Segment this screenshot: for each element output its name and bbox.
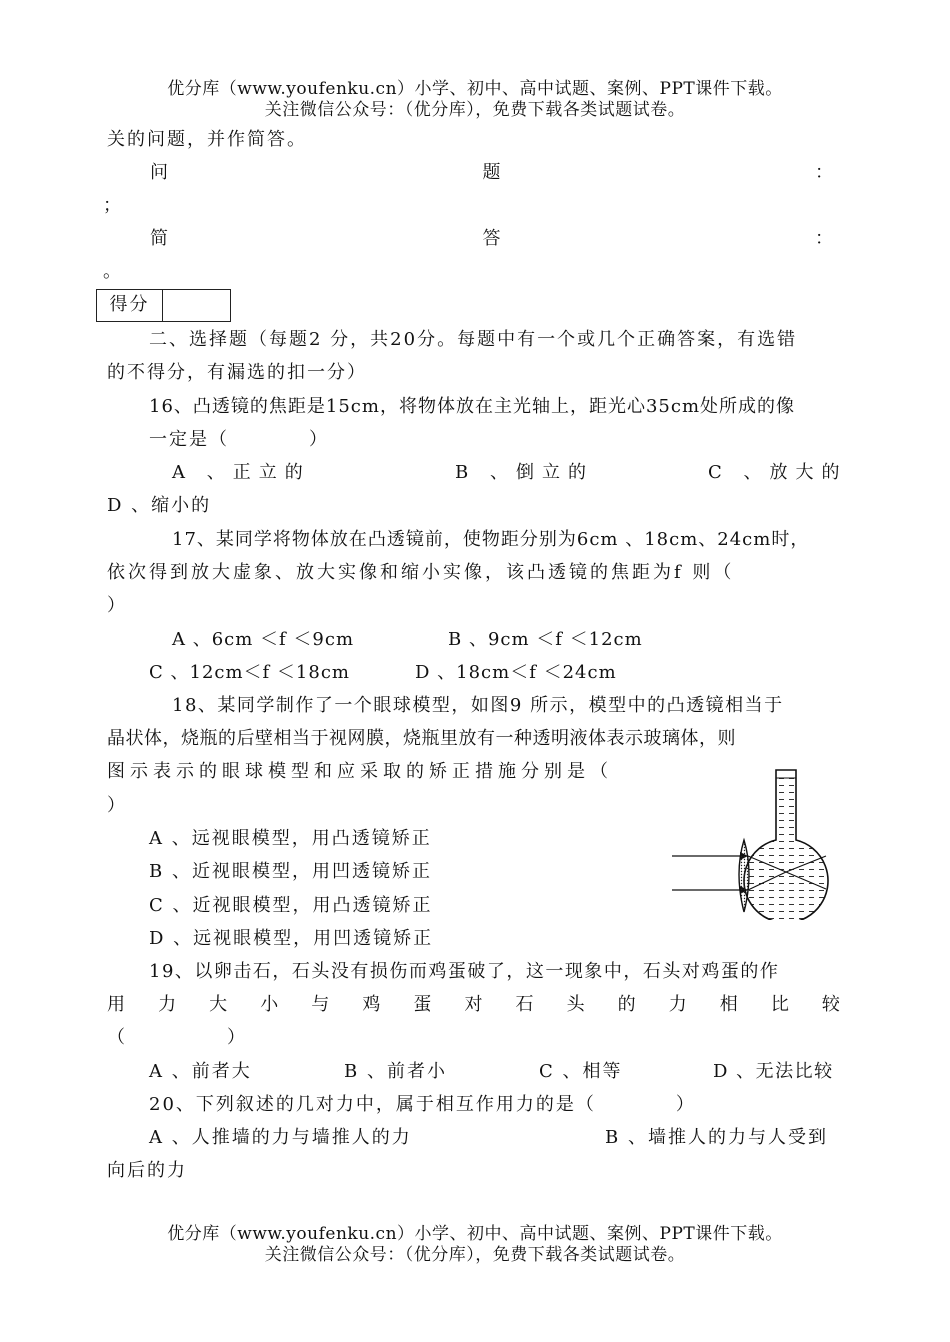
q19-stem-char: 对 — [464, 994, 483, 1015]
q18-stem-line3: 图示表示的眼球模型和应采取的矫正措施分别是（ — [107, 761, 613, 782]
q17-stem-line2: 依次得到放大虚象、放大实像和缩小实像，该凸透镜的焦距为f 则（ — [107, 562, 735, 583]
q19-stem-line2 — [107, 993, 840, 1017]
q16-option-d[interactable]: D 、缩小的 — [107, 495, 212, 516]
page-header-line2: 关注微信公众号：（优分库），免费下载各类试题试卷。 — [264, 100, 686, 120]
answer-label-char: 简 — [150, 228, 168, 249]
q19-stem-char: 石 — [515, 994, 534, 1015]
score-box — [96, 289, 231, 322]
q16-option-b[interactable]: B 、倒立的 — [455, 462, 594, 483]
q19-stem-char: 鸡 — [362, 994, 381, 1015]
page-footer-line2: 关注微信公众号：（优分库），免费下载各类试题试卷。 — [264, 1245, 686, 1265]
q19-stem-line1: 19、以卵击石，石头没有损伤而鸡蛋破了，这一现象中，石头对鸡蛋的作 — [149, 961, 780, 982]
answer-label-row — [150, 227, 833, 251]
intro-continuation: 关的问题，并作简答。 — [107, 129, 307, 150]
q19-stem-char: 与 — [311, 994, 330, 1015]
question-label-row — [150, 161, 833, 185]
question-label-char: ： — [815, 162, 833, 183]
q19-stem-char: 比 — [770, 994, 789, 1015]
q19-stem-char: 头 — [566, 994, 585, 1015]
q20-option-b[interactable]: B 、墙推人的力与人受到 — [605, 1127, 828, 1148]
section2-heading-line2: 的不得分，有漏选的扣一分） — [107, 362, 367, 383]
q19-option-b[interactable]: B 、前者小 — [344, 1061, 447, 1082]
q18-option-b[interactable]: B 、近视眼模型，用凹透镜矫正 — [149, 861, 432, 882]
page-header-line1: 优分库（www.youfenku.cn）小学、初中、高中试题、案例、PPT课件下载。 — [167, 79, 783, 99]
score-field[interactable] — [163, 290, 230, 321]
question-line-end: ； — [103, 195, 123, 216]
score-label: 得分 — [97, 290, 163, 321]
q19-stem-char: 力 — [668, 994, 687, 1015]
q16-option-c[interactable]: C 、放大的 — [708, 462, 848, 483]
question-label-char: 题 — [482, 162, 501, 183]
q20-option-a[interactable]: A 、人推墙的力与墙推人的力 — [149, 1127, 412, 1148]
q19-stem-char: 用 — [107, 994, 125, 1015]
question-label-char: 问 — [150, 162, 168, 183]
convex-lens — [739, 840, 749, 912]
q17-option-b[interactable]: B 、9cm ＜f ＜12cm — [448, 629, 643, 650]
page-footer-line1: 优分库（www.youfenku.cn）小学、初中、高中试题、案例、PPT课件下载。 — [167, 1224, 783, 1244]
q19-option-d[interactable]: D 、无法比较 — [713, 1061, 834, 1082]
q17-stem-line1: 17、某同学将物体放在凸透镜前，使物距分别为6cm 、18cm、24cm时， — [172, 529, 810, 550]
q16-option-a[interactable]: A 、正立的 — [172, 462, 311, 483]
q19-stem-line3: （ ） — [107, 1027, 247, 1048]
q17-stem-line3: ） — [107, 595, 127, 616]
q19-option-a[interactable]: A 、前者大 — [149, 1061, 252, 1082]
q19-stem-char: 相 — [719, 994, 738, 1015]
q19-stem-char: 的 — [617, 994, 636, 1015]
section2-heading-line1: 二、选择题（每题2 分，共20分。每题中有一个或几个正确答案，有选错 — [149, 329, 798, 350]
q19-option-c[interactable]: C 、相等 — [539, 1061, 623, 1082]
q18-option-d[interactable]: D 、远视眼模型，用凹透镜矫正 — [149, 928, 434, 949]
q18-stem-line2: 晶状体，烧瓶的后壁相当于视网膜，烧瓶里放有一种透明液体表示玻璃体，则 — [107, 728, 736, 749]
eye-model-figure — [668, 768, 868, 920]
answer-label-char: 答 — [482, 228, 501, 249]
q19-stem-char: 小 — [260, 994, 279, 1015]
q18-stem-line4: ） — [107, 795, 127, 816]
q17-option-a[interactable]: A 、6cm ＜f ＜9cm — [172, 629, 355, 650]
q20-option-b-continuation: 向后的力 — [107, 1160, 187, 1181]
answer-line-end: 。 — [103, 261, 123, 282]
q19-stem-char: 蛋 — [413, 994, 432, 1015]
q17-option-d[interactable]: D 、18cm＜f ＜24cm — [415, 662, 617, 683]
q16-stem-line1: 16、凸透镜的焦距是15cm，将物体放在主光轴上，距光心35cm处所成的像 — [149, 396, 796, 417]
q18-option-a[interactable]: A 、远视眼模型，用凸透镜矫正 — [149, 828, 432, 849]
q18-option-c[interactable]: C 、近视眼模型，用凸透镜矫正 — [149, 895, 433, 916]
q20-stem-line1: 20、下列叙述的几对力中，属于相互作用力的是（ ） — [149, 1094, 696, 1115]
q19-stem-char: 较 — [821, 994, 840, 1015]
q19-stem-char: 力 — [158, 994, 177, 1015]
q17-option-c[interactable]: C 、12cm＜f ＜18cm — [149, 662, 350, 683]
q18-stem-line1: 18、某同学制作了一个眼球模型，如图9 所示，模型中的凸透镜相当于 — [172, 695, 784, 716]
answer-label-char: ： — [815, 228, 833, 249]
q19-stem-char: 大 — [209, 994, 228, 1015]
q16-stem-line2: 一定是（ ） — [149, 429, 329, 450]
